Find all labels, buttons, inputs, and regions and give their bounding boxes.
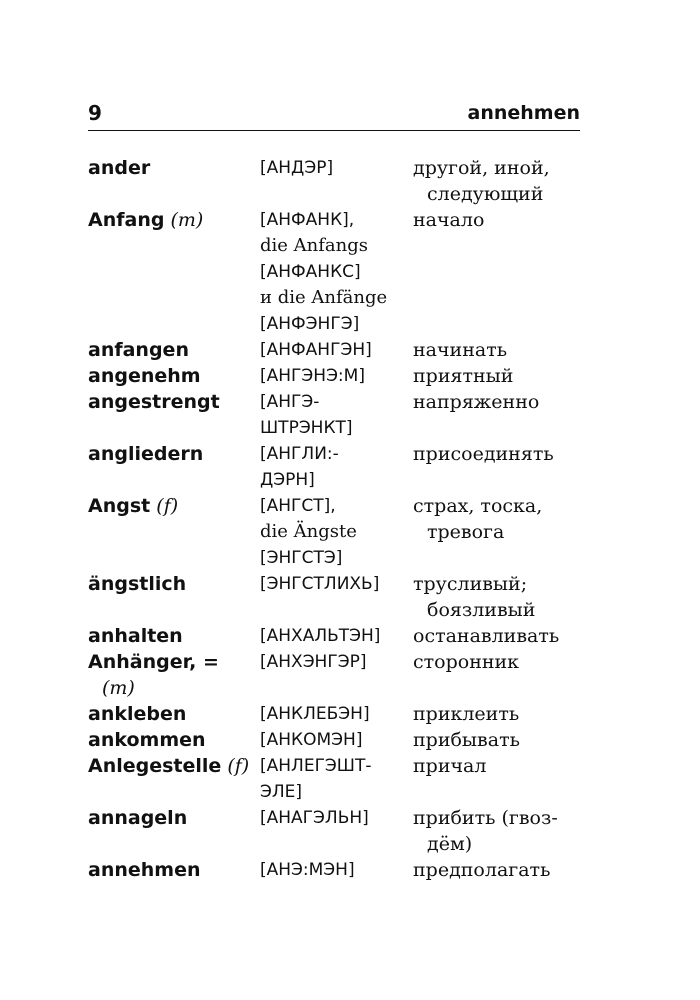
- pronunciation-cell: [260, 207, 410, 337]
- headword-cell: [88, 155, 258, 181]
- transcription: ШТРЭНКТ]: [260, 418, 353, 438]
- pronunciation-cell: [260, 155, 410, 181]
- dictionary-entry: [88, 207, 588, 337]
- headword-line: [88, 155, 258, 181]
- headword: Angst: [88, 495, 151, 517]
- headword-cell: [88, 701, 258, 727]
- dictionary-entry: [88, 753, 588, 805]
- translation: сторонник: [413, 651, 520, 673]
- pronunciation-cell: [260, 337, 410, 363]
- dictionary-entry: [88, 805, 588, 857]
- plural-form: и die Anfänge: [260, 287, 388, 308]
- translation-cell: [413, 727, 588, 753]
- headword: ankommen: [88, 729, 206, 751]
- translation: тревога: [427, 521, 505, 543]
- transcription: [АНАГЭЛЬН]: [260, 808, 369, 828]
- translation: начинать: [413, 339, 508, 361]
- translation-cell: [413, 805, 588, 857]
- headword-cell: [88, 389, 258, 415]
- pronunciation-cell: [260, 805, 410, 831]
- headword-cell: [88, 649, 258, 701]
- translation-cell: [413, 753, 588, 779]
- transcription: [АНЛЕГЭШТ-: [260, 756, 372, 776]
- headword-line: [88, 441, 258, 467]
- translation: дём): [427, 833, 473, 855]
- dictionary-entry: [88, 337, 588, 363]
- headword-line: [88, 857, 258, 883]
- transcription: [АНФЭНГЭ]: [260, 314, 360, 334]
- dictionary-entry: [88, 155, 588, 207]
- translation-cell: [413, 571, 588, 623]
- headword: ankleben: [88, 703, 187, 725]
- headword-line: [88, 389, 258, 415]
- translation-cell: [413, 155, 588, 207]
- headword-line: [88, 337, 258, 363]
- translation-cell: [413, 857, 588, 883]
- headword-cell: [88, 337, 258, 363]
- transcription: [АНГЭНЭ:М]: [260, 366, 365, 386]
- translation: другой, иной,: [413, 157, 550, 179]
- translation: трусливый;: [413, 573, 528, 595]
- headword-line: [88, 649, 258, 675]
- headword: annageln: [88, 807, 188, 829]
- translation-cell: [413, 207, 588, 233]
- translation: следующий: [427, 183, 544, 205]
- pronunciation-cell: [260, 727, 410, 753]
- pronunciation-cell: [260, 623, 410, 649]
- translation: приятный: [413, 365, 514, 387]
- headword-cell: [88, 753, 258, 779]
- headword: ander: [88, 157, 151, 179]
- page-number: 9: [88, 101, 102, 125]
- pronunciation-cell: [260, 649, 410, 675]
- headword-cell: [88, 805, 258, 831]
- transcription: ЭЛЕ]: [260, 782, 303, 802]
- gender-marker: (m): [102, 677, 135, 699]
- translation: прибывать: [413, 729, 520, 751]
- transcription: [АНФАНГЭН]: [260, 340, 372, 360]
- headword-line: [88, 363, 258, 389]
- headword: angestrengt: [88, 391, 220, 413]
- dictionary-entry: [88, 623, 588, 649]
- translation: страх, тоска,: [413, 495, 543, 517]
- headword-line: [88, 493, 258, 519]
- translation-cell: [413, 337, 588, 363]
- headword-line: [88, 571, 258, 597]
- gender-marker: (m): [170, 209, 204, 231]
- transcription: [АНГЛИ:-: [260, 444, 339, 464]
- headword: anfangen: [88, 339, 189, 361]
- headword-line: [88, 623, 258, 649]
- headword-line: [88, 805, 258, 831]
- dictionary-entry: [88, 441, 588, 493]
- headword-cell: [88, 207, 258, 233]
- running-head: annehmen: [467, 102, 580, 124]
- transcription: [ЭНГСТЛИХЬ]: [260, 574, 380, 594]
- pronunciation-cell: [260, 753, 410, 805]
- dictionary-entry: [88, 857, 588, 883]
- plural-form: die Anfangs: [260, 235, 368, 256]
- transcription: [АНКЛЕБЭН]: [260, 704, 370, 724]
- headword-line: [88, 753, 258, 779]
- pronunciation-cell: [260, 441, 410, 493]
- dictionary-entries: [88, 155, 588, 883]
- pronunciation-cell: [260, 857, 410, 883]
- pronunciation-cell: [260, 493, 410, 571]
- headword-cell: [88, 493, 258, 519]
- transcription: [ЭНГСТЭ]: [260, 548, 343, 568]
- translation: напряженно: [413, 391, 540, 413]
- translation-cell: [413, 649, 588, 675]
- transcription: [АНФАНК],: [260, 210, 355, 230]
- headword: angenehm: [88, 365, 201, 387]
- pronunciation-cell: [260, 363, 410, 389]
- gender-marker: (f): [227, 755, 250, 777]
- headword: anhalten: [88, 625, 183, 647]
- dictionary-entry: [88, 571, 588, 623]
- pronunciation-cell: [260, 389, 410, 441]
- translation-cell: [413, 389, 588, 415]
- translation: присоединять: [413, 443, 554, 465]
- transcription: [АНХАЛЬТЭН]: [260, 626, 381, 646]
- headword: angliedern: [88, 443, 204, 465]
- transcription: [АНГСТ],: [260, 496, 336, 516]
- plural-form: die Ängste: [260, 521, 357, 542]
- dictionary-entry: [88, 727, 588, 753]
- dictionary-entry: [88, 493, 588, 571]
- headword-cell: [88, 571, 258, 597]
- headword-cell: [88, 623, 258, 649]
- dictionary-entry: [88, 701, 588, 727]
- headword: Anfang: [88, 209, 165, 231]
- headword-line: [88, 207, 258, 233]
- transcription: [АНДЭР]: [260, 158, 334, 178]
- translation: останавливать: [413, 625, 560, 647]
- headword: Anhänger, =: [88, 651, 219, 673]
- headword-line: [88, 675, 258, 701]
- translation: приклеить: [413, 703, 520, 725]
- headword-cell: [88, 857, 258, 883]
- page-header: [88, 100, 580, 131]
- dictionary-entry: [88, 389, 588, 441]
- headword-line: [88, 701, 258, 727]
- headword-cell: [88, 727, 258, 753]
- translation-cell: [413, 493, 588, 545]
- translation-cell: [413, 363, 588, 389]
- headword-cell: [88, 441, 258, 467]
- transcription: [АНКОМЭН]: [260, 730, 363, 750]
- dictionary-entry: [88, 363, 588, 389]
- transcription: [АНФАНКС]: [260, 262, 361, 282]
- translation: боязливый: [427, 599, 536, 621]
- translation-cell: [413, 441, 588, 467]
- transcription: [АНЭ:МЭН]: [260, 860, 355, 880]
- headword-cell: [88, 363, 258, 389]
- translation: прибить (гвоз-: [413, 807, 558, 829]
- headword: Anlegestelle: [88, 755, 222, 777]
- headword-line: [88, 727, 258, 753]
- gender-marker: (f): [156, 495, 179, 517]
- translation: предполагать: [413, 859, 551, 881]
- headword: ängstlich: [88, 573, 187, 595]
- translation-cell: [413, 701, 588, 727]
- transcription: [АНГЭ-: [260, 392, 320, 412]
- pronunciation-cell: [260, 571, 410, 597]
- translation: начало: [413, 209, 485, 231]
- pronunciation-cell: [260, 701, 410, 727]
- translation-cell: [413, 623, 588, 649]
- transcription: ДЭРН]: [260, 470, 315, 490]
- headword: annehmen: [88, 859, 201, 881]
- dictionary-entry: [88, 649, 588, 701]
- translation: причал: [413, 755, 487, 777]
- transcription: [АНХЭНГЭР]: [260, 652, 367, 672]
